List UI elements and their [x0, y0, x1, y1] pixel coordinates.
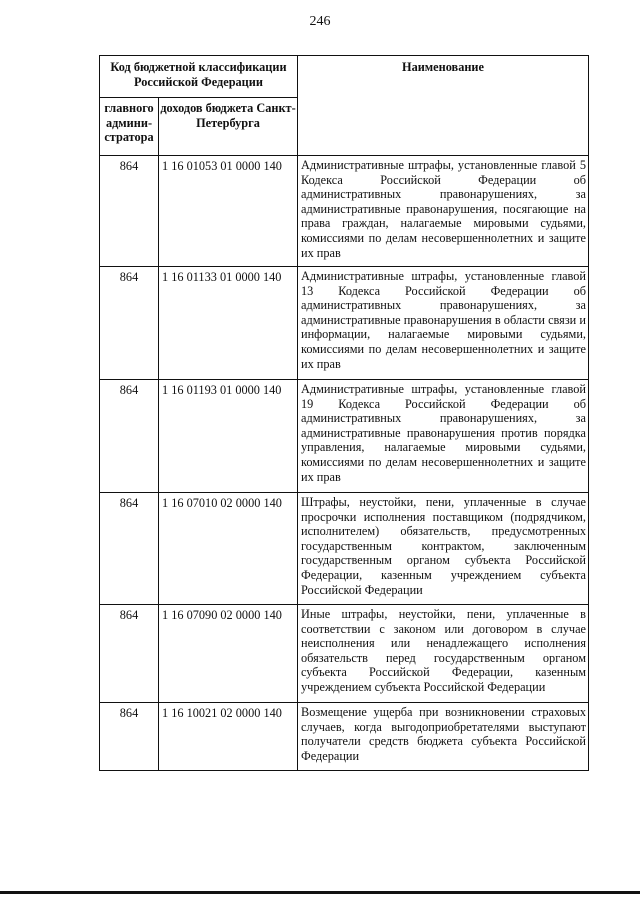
header-row-top [100, 56, 589, 98]
cell-admin-code: 864 [100, 493, 159, 605]
cell-income-code: 1 16 01133 01 0000 140 [159, 267, 298, 380]
cell-income-code: 1 16 01053 01 0000 140 [159, 156, 298, 267]
cell-admin-code: 864 [100, 703, 159, 771]
header-classification-code: Код бюджетной классификации Российской Федерации [100, 56, 298, 98]
cell-name: Возмещение ущерба при возникновении страховых случаев, когда выгодоприобретателями выступают получатели средств бюджета субъекта Российской Федерации [298, 703, 589, 771]
table-row [100, 703, 589, 771]
table-row [100, 605, 589, 703]
cell-admin-code: 864 [100, 380, 159, 493]
cell-admin-code: 864 [100, 605, 159, 703]
budget-classification-table [99, 55, 589, 771]
table-row [100, 493, 589, 605]
cell-income-code: 1 16 07090 02 0000 140 [159, 605, 298, 703]
header-name: Наименование [298, 56, 589, 156]
table-row [100, 156, 589, 267]
table-row [100, 267, 589, 380]
table-row [100, 380, 589, 493]
scan-bottom-edge [0, 891, 640, 894]
header-income: доходов бюджета Санкт-Петербурга [159, 98, 298, 156]
cell-admin-code: 864 [100, 156, 159, 267]
cell-name: Штрафы, неустойки, пени, уплаченные в случае просрочки исполнения поставщиком (подрядчиком, исполнителем) обязательств, предусмотренных государственным контрактом, заключенным государственным органом субъекта Российской Федерации, казенным учреждением субъекта Российской Федерации [298, 493, 589, 605]
cell-admin-code: 864 [100, 267, 159, 380]
cell-name: Иные штрафы, неустойки, пени, уплаченные в соответствии с законом или договором в случае неисполнения или ненадлежащего исполнения обязательств перед государственным органом субъекта Российской Федерации, казенным учреждением субъекта Российской Федерации [298, 605, 589, 703]
cell-name: Административные штрафы, установленные главой 13 Кодекса Российской Федерации об административных правонарушениях, за административные правонарушения в области связи и информации, налагаемые мировыми судьями, комиссиями по делам несовершеннолетних и защите их прав [298, 267, 589, 380]
page-number: 246 [309, 14, 331, 29]
cell-income-code: 1 16 10021 02 0000 140 [159, 703, 298, 771]
cell-name: Административные штрафы, установленные главой 19 Кодекса Российской Федерации об административных правонарушениях, за административные правонарушения против порядка управления, налагаемые мировыми судьями, комиссиями по делам несовершеннолетних и защите их прав [298, 380, 589, 493]
cell-income-code: 1 16 07010 02 0000 140 [159, 493, 298, 605]
header-admin: главного админи-стратора [100, 98, 159, 156]
cell-name: Административные штрафы, установленные главой 5 Кодекса Российской Федерации об административных правонарушениях, за административные правонарушения, посягающие на права граждан, налагаемые мировыми судьями, комиссиями по делам несовершеннолетних и защите их прав [298, 156, 589, 267]
cell-income-code: 1 16 01193 01 0000 140 [159, 380, 298, 493]
